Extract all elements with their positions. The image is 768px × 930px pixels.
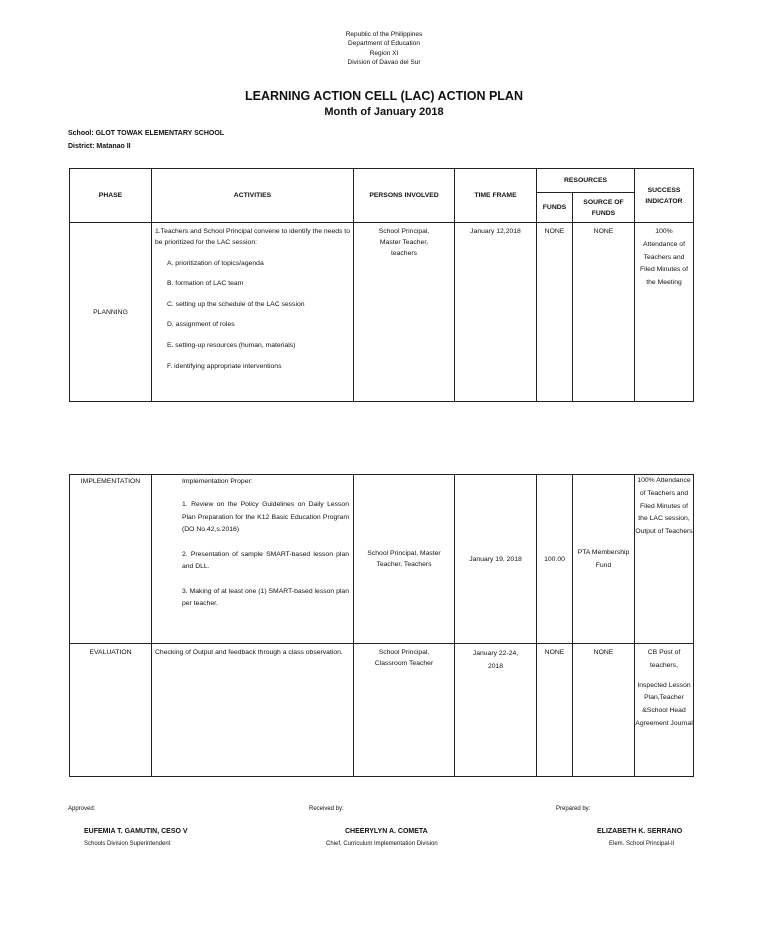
table-row-planning [70, 223, 694, 402]
prepared-position: Elem. School Principal-II [609, 841, 675, 847]
implementation-funds: 100.00 [537, 475, 573, 644]
table-row-evaluation [70, 644, 694, 777]
header-region: Region XI [369, 50, 399, 57]
page-title: LEARNING ACTION CELL (LAC) ACTION PLAN [245, 89, 523, 103]
evaluation-funds: NONE [537, 644, 573, 777]
prepared-name: ELIZABETH K. SERRANO [597, 828, 683, 835]
header-persons-involved: PERSONS INVOLVED [354, 169, 455, 223]
planning-item: C. setting up the schedule of the LAC session [167, 300, 305, 308]
header-funds: FUNDS [537, 193, 573, 223]
planning-source: NONE [573, 223, 635, 402]
planning-item: A. prioritization of topics/agenda [167, 259, 264, 267]
phase-evaluation: EVALUATION [70, 644, 152, 777]
implementation-persons: School Principal, Master Teacher, Teachers [354, 475, 455, 644]
header-time-frame: TIME FRAME [455, 169, 537, 223]
action-plan-table-implementation [69, 474, 694, 777]
header-republic: Republic of the Philippines [345, 31, 423, 38]
implementation-item: 1. Review on the Policy Guidelines on Daily Lesson Plan Preparation for the K12 Basic Education Program (DO No.42,s.2016) [182, 501, 349, 533]
received-position: Chief, Curriculum Implementation Division [326, 841, 438, 847]
approved-label: Approved: [68, 806, 96, 812]
implementation-success: 100% Attendance of Teachers and Filed Minutes of the LAC session, Output of Teachers [635, 475, 694, 644]
planning-activities [152, 223, 354, 402]
planning-activity-main: 1.Teachers and School Principal convene to identify the needs to be prioritized for the LAC session: [155, 228, 350, 246]
received-label: Received by: [309, 806, 344, 812]
action-plan-table-planning [69, 168, 694, 402]
planning-item: B. formation of LAC team [167, 280, 244, 288]
table-row-implementation [70, 475, 694, 644]
evaluation-time-frame: January 22-24, 2018 [455, 644, 537, 777]
planning-item: E. setting-up resources (human, materials) [167, 341, 296, 349]
evaluation-activity: Checking of Output and feedback through a class observation. [152, 644, 354, 777]
implementation-activities [152, 475, 354, 644]
header-source-of-funds: SOURCE OF FUNDS [573, 193, 635, 223]
header-phase: PHASE [70, 169, 152, 223]
header-resources: RESOURCES [537, 169, 635, 193]
page-subtitle: Month of January 2018 [324, 106, 444, 118]
planning-success: 100% Attendance of Teachers and Filed Minutes of the Meeting [635, 223, 694, 402]
header-success-indicator: SUCCESS INDICATOR [635, 169, 694, 223]
evaluation-success-inspected: Inspected Lesson Plan,Teacher &School Head Agreement Journal [635, 681, 693, 727]
header-division: Division of Davao del Sur [347, 59, 421, 66]
evaluation-success-cb-post: CB Post of teachers, [647, 649, 681, 669]
prepared-label: Prepared by: [556, 806, 591, 812]
implementation-item: 3. Making of at least one (1) SMART-based lesson plan per teacher. [182, 587, 349, 607]
planning-item: D. assignment of roles [167, 321, 235, 329]
implementation-item: 2. Presentation of sample SMART-based lesson plan and DLL. [182, 550, 349, 570]
phase-implementation: IMPLEMENTATION [70, 475, 152, 644]
header-activities: ACTIVITIES [152, 169, 354, 223]
evaluation-success [635, 644, 694, 777]
received-name: CHEERYLYN A. COMETA [345, 828, 428, 835]
implementation-time-frame: January 19, 2018 [455, 475, 537, 644]
phase-planning: PLANNING [70, 223, 152, 402]
planning-time-frame: January 12,2018 [455, 223, 537, 402]
evaluation-source: NONE [573, 644, 635, 777]
planning-funds: NONE [537, 223, 573, 402]
header-department: Department of Education [348, 40, 420, 47]
district-name: District: Matanao II [68, 143, 131, 150]
implementation-source: PTA Membership Fund [573, 475, 635, 644]
approved-name: EUFEMIA T. GAMUTIN, CESO V [84, 828, 188, 835]
school-name: School: GLOT TOWAK ELEMENTARY SCHOOL [68, 130, 225, 137]
planning-item: F. identifying appropriate interventions [167, 362, 282, 370]
planning-persons: School Principal, Master Teacher, teachers [354, 223, 455, 402]
approved-position: Schools Division Superintendent [84, 841, 171, 847]
evaluation-persons: School Principal, Classroom Teacher [354, 644, 455, 777]
implementation-heading: Implementation Proper: [182, 478, 253, 485]
